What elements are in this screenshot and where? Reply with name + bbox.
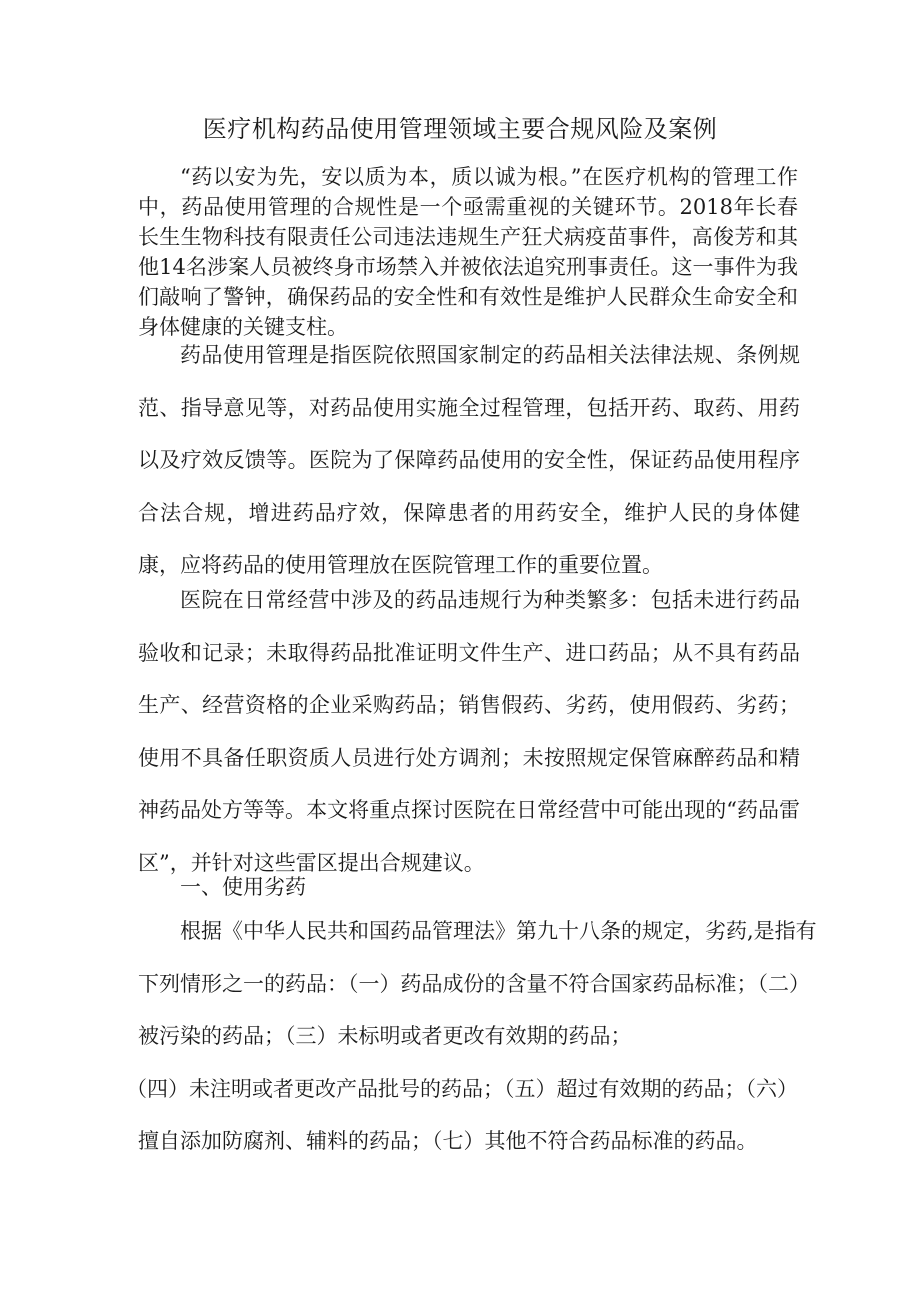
paragraph-line: 下列情形之一的药品：（一）药品成份的含量不符合国家药品标准；（二）: [138, 971, 810, 996]
drug-management-definition-paragraph: 药品使用管理是指医院依照国家制定的药品相关法律法规、条例规范、指导意见等，对药品使用实施全过程管理，包括开药、取药、用药以及疗效反馈等。医院为了保障药品使用的安全性，保证药品使用程序合法合规，增进药品疗效，保障患者的用药安全，维护人民的身体健康，应将药品的使用管理放在医院管理工作的重要位置。: [138, 343, 800, 577]
document-title: 医疗机构药品使用管理领域主要合规风险及案例: [202, 115, 718, 143]
paragraph-line: （四）未注明或者更改产品批号的药品；（五）超过有效期的药品；（六）: [126, 1076, 798, 1101]
paragraph-line: 被污染的药品；（三）未标明或者更改有效期的药品；: [138, 1024, 632, 1048]
violations-overview-paragraph: 医院在日常经营中涉及的药品违规行为种类繁多：包括未进行药品验收和记录；未取得药品批准证明文件生产、进口药品；从不具有药品生产、经营资格的企业采购药品；销售假药、劣药，使用假药、劣药；使用不具备任职资质人员进行处方调剂；未按照规定保管麻醉药品和精神药品处方等等。本文将重点探讨医院在日常经营中可能出现的“药品雷区”，并针对这些雷区提出合规建议。: [138, 588, 800, 875]
intro-paragraph: “药以安为先，安以质为本，质以诚为根。”在医疗机构的管理工作中，药品使用管理的合规性是一个亟需重视的关键环节。2018年长春长生生物科技有限责任公司违法违规生产狂犬病疫苗事件，高俊芳和其他14名涉案人员被终身市场禁入并被依法追究刑事责任。这一事件为我们敲响了警钟，确保药品的安全性和有效性是维护人民群众生命安全和身体健康的关键支柱。: [138, 165, 798, 339]
section-heading-substandard-drugs: 一、使用劣药: [180, 875, 306, 899]
substandard-drug-definition-paragraph: [126, 905, 817, 1168]
paragraph-line: 擅自添加防腐剂、辅料的药品；（七）其他不符合药品标准的药品。: [138, 1129, 758, 1153]
paragraph-line: 根据《中华人民共和国药品管理法》第九十八条的规定，劣药,是指有: [180, 919, 817, 943]
